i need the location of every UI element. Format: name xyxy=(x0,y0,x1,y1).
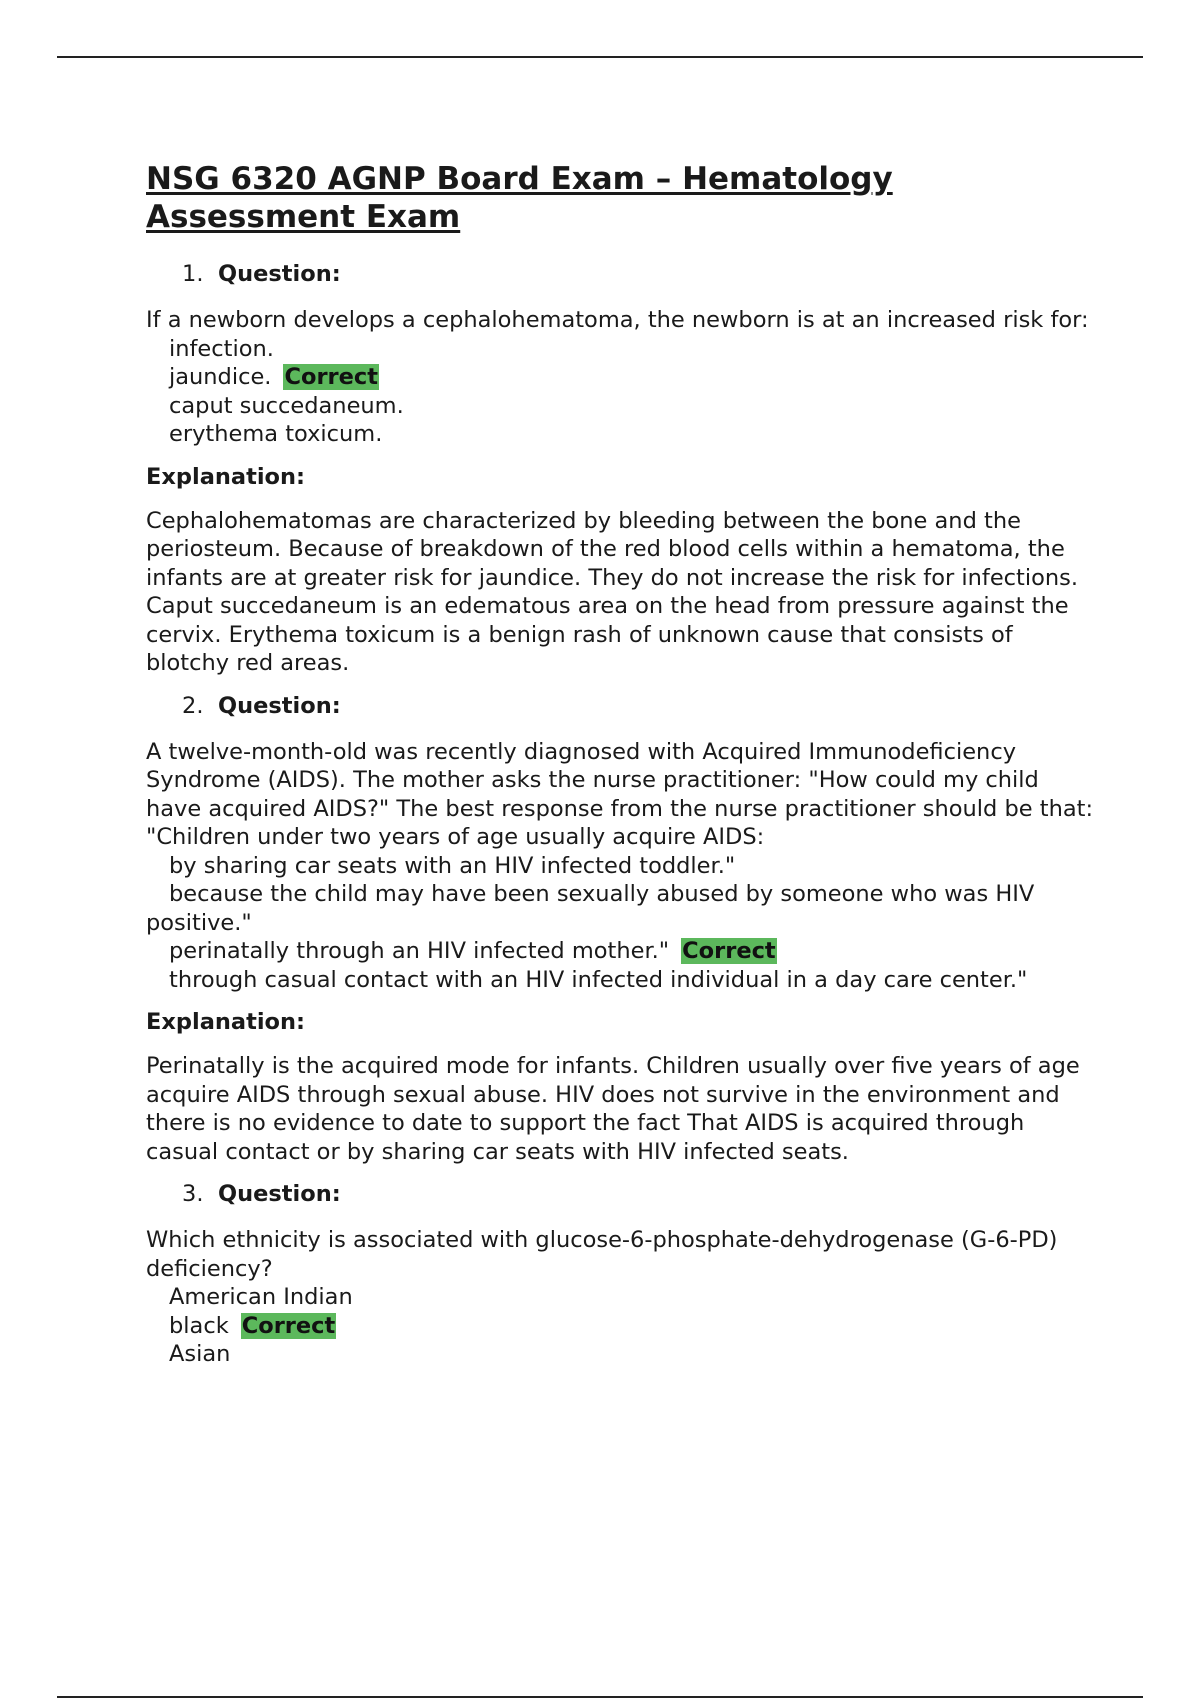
answer-option xyxy=(146,1283,1096,1312)
question-label: Question: xyxy=(218,261,341,287)
question-heading xyxy=(182,692,1096,720)
question-number: 2. xyxy=(182,692,204,719)
option-text: perinatally through an HIV infected mother." xyxy=(169,938,670,964)
explanation-heading: Explanation: xyxy=(146,1009,306,1035)
question-stem: If a newborn develops a cephalohematoma, the newborn is at an increased risk for: xyxy=(146,307,1089,333)
option-text: caput succedaneum. xyxy=(169,392,404,419)
option-text: black xyxy=(169,1312,229,1339)
explanation-text: Cephalohematomas are characterized by bleeding between the bone and the periosteum. Because of breakdown of the red blood cells within a hematoma, the infants are at greater risk for jaundice. They do not increase the risk for infections. Caput succedaneum is an edematous area on the head from pressure against the cervix. Erythema toxicum is a benign rash of unknown cause that consists of blotchy red areas. xyxy=(146,507,1079,676)
correct-badge: Correct xyxy=(284,364,378,390)
explanation-text: Perinatally is the acquired mode for infants. Children usually over five years of age acquire AIDS through sexual abuse. HIV does not survive in the environment and there is no evidence to date to support the fact That AIDS is acquired through casual contact or by sharing car seats with HIV infected seats. xyxy=(146,1053,1080,1165)
question-number: 3. xyxy=(182,1181,204,1207)
option-text: by sharing car seats with an HIV infected toddler." xyxy=(169,852,736,879)
page-title: NSG 6320 AGNP Board Exam – Hematology Assessment Exam xyxy=(146,161,893,235)
question-number: 1. xyxy=(182,261,204,287)
question-2 xyxy=(146,692,1096,1167)
option-text: jaundice. xyxy=(169,364,272,390)
option-text: through casual contact with an HIV infected individual in a day care center." xyxy=(169,966,1028,993)
option-text: erythema toxicum. xyxy=(169,421,383,447)
answer-option xyxy=(146,937,1096,966)
question-label: Question: xyxy=(218,692,341,719)
option-text: because the child may have been sexually abused by someone who was HIV positive." xyxy=(146,881,1035,936)
correct-badge: Correct xyxy=(241,1312,336,1339)
option-text: Asian xyxy=(169,1341,231,1367)
answer-option xyxy=(146,420,1096,449)
answer-option xyxy=(146,880,1096,937)
question-heading xyxy=(182,1180,1096,1208)
question-3 xyxy=(146,1180,1096,1369)
answer-option xyxy=(146,966,1096,995)
answer-option xyxy=(146,852,1096,881)
correct-badge: Correct xyxy=(682,938,776,964)
answer-option xyxy=(146,392,1096,421)
header-rule xyxy=(57,56,1143,58)
explanation-heading: Explanation: xyxy=(146,463,306,490)
footer-rule xyxy=(57,1696,1143,1698)
question-heading xyxy=(182,260,1096,288)
exam-document xyxy=(146,160,1096,1383)
option-text: infection. xyxy=(169,335,274,362)
answer-option xyxy=(146,1312,1096,1341)
answer-option xyxy=(146,1340,1096,1369)
answer-options xyxy=(146,1283,1096,1369)
option-text: American Indian xyxy=(169,1284,353,1310)
answer-option xyxy=(146,335,1096,364)
answer-options xyxy=(146,852,1096,995)
question-1 xyxy=(146,260,1096,678)
question-label: Question: xyxy=(218,1181,341,1207)
answer-options xyxy=(146,335,1096,449)
answer-option xyxy=(146,363,1096,392)
question-stem: A twelve-month-old was recently diagnosed with Acquired Immunodeficiency Syndrome (AIDS). The mother asks the nurse practitioner: "How could my child have acquired AIDS?" The best response from the nurse practitioner should be that: "Children under two years of age usually acquire AIDS: xyxy=(146,738,1094,850)
question-stem: Which ethnicity is associated with glucose-6-phosphate-dehydrogenase (G-6-PD) deficiency? xyxy=(146,1227,1058,1282)
